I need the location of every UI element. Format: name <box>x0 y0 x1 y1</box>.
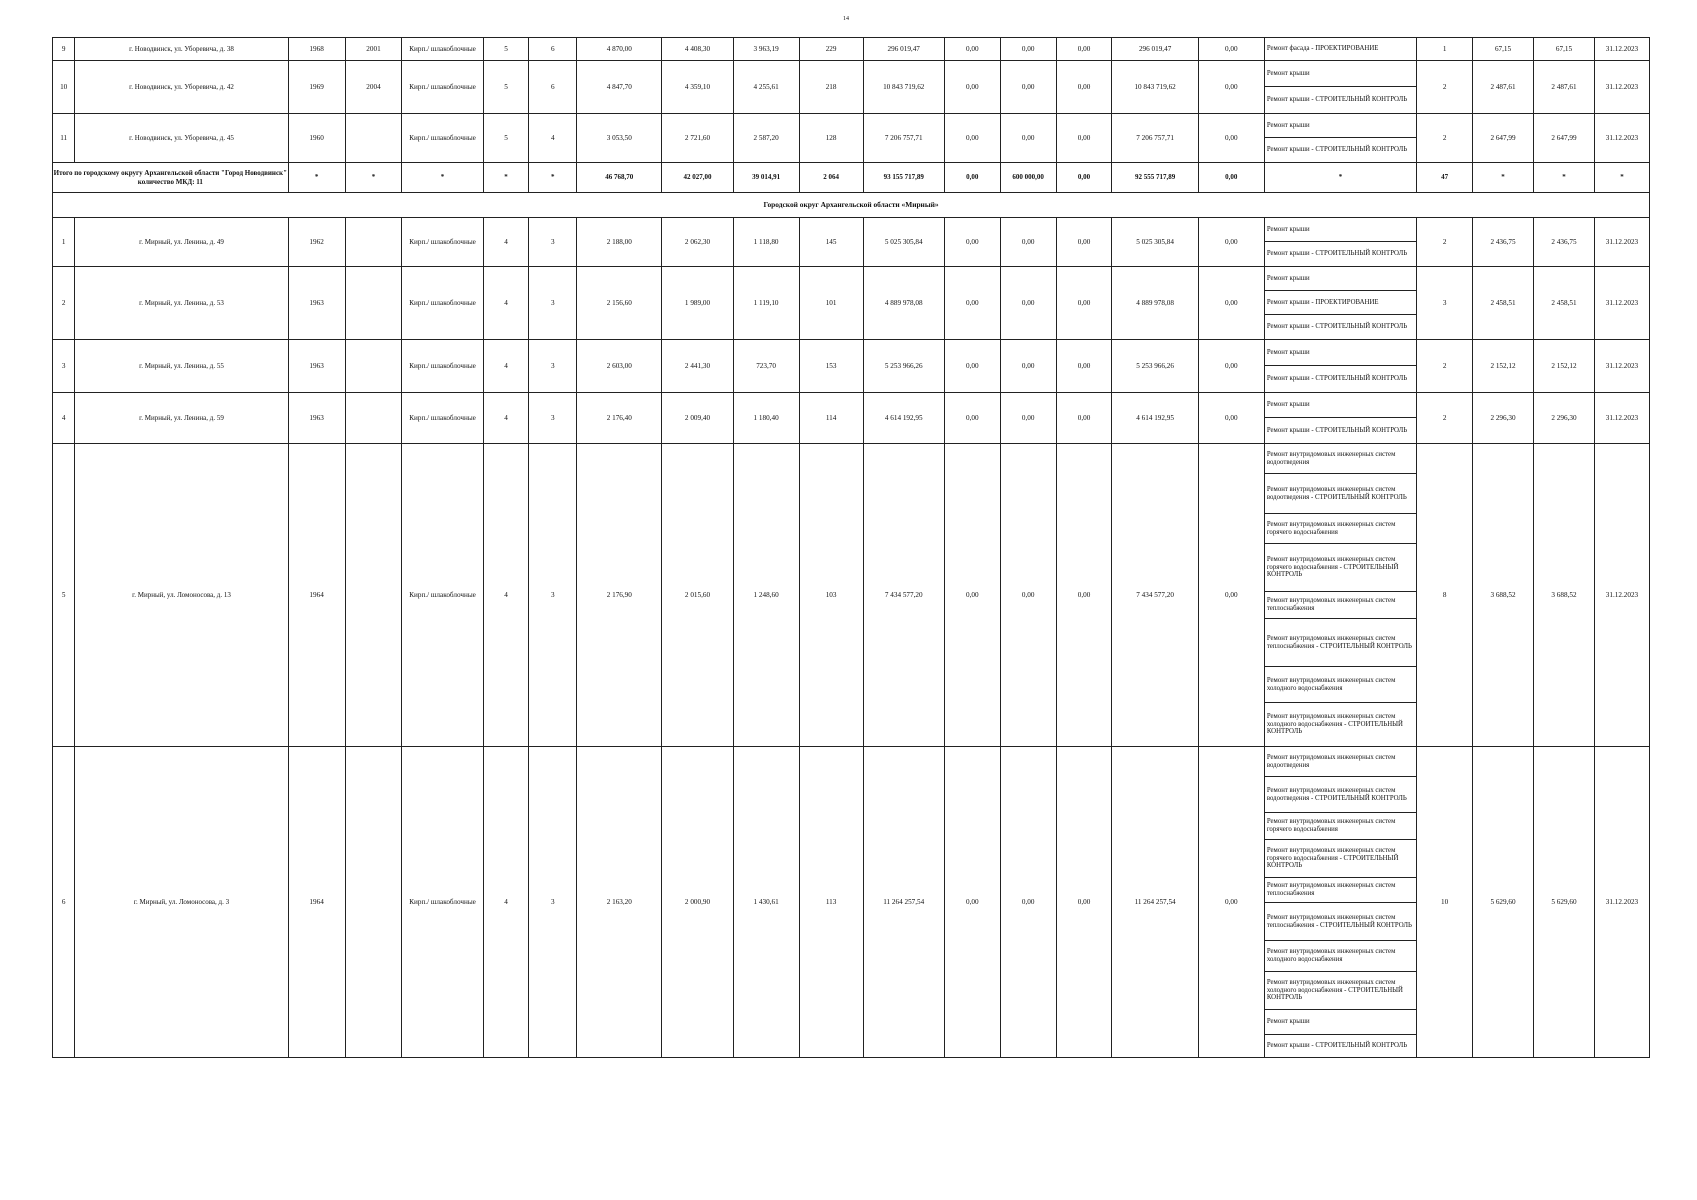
work-item: Ремонт крыши <box>1265 218 1416 242</box>
completion-date: 31.12.2023 <box>1594 747 1649 1058</box>
area-premises: 2 721,60 <box>662 114 733 163</box>
fund-federal: 0,00 <box>944 267 1000 340</box>
wall-material: Кирп./ шлакоблочные <box>402 61 483 114</box>
work-item: Ремонт крыши - СТРОИТЕЛЬНЫЙ КОНТРОЛЬ <box>1266 146 1408 154</box>
section-title: Городской округ Архангельской области «Мирный» <box>53 193 1650 218</box>
wall-material: Кирп./ шлакоблочные <box>402 267 483 340</box>
area-total: 2 163,20 <box>577 747 662 1058</box>
unit-cost-limit: 2 647,99 <box>1534 114 1595 163</box>
fund-other: 0,00 <box>1198 393 1264 444</box>
work-item: Ремонт крыши - ПРОЕКТИРОВАНИЕ <box>1265 291 1416 315</box>
fund-owners: 7 434 577,20 <box>1112 444 1198 747</box>
works-list <box>1264 267 1416 340</box>
total-cost: 4 614 192,95 <box>863 393 944 444</box>
total-cost: 5 025 305,84 <box>863 218 944 267</box>
residents: 153 <box>799 340 863 393</box>
floors: 4 <box>483 218 529 267</box>
area-total: 4 847,70 <box>577 61 662 114</box>
fund-owners: 296 019,47 <box>1112 38 1198 61</box>
work-item: Ремонт крыши - СТРОИТЕЛЬНЫЙ КОНТРОЛЬ <box>1266 323 1408 331</box>
fund-local: 0,00 <box>1056 38 1112 61</box>
novodvinsk-rows <box>53 38 1650 163</box>
unit-cost: 2 647,99 <box>1473 114 1534 163</box>
fund-regional: 0,00 <box>1000 114 1056 163</box>
area-total: 2 176,90 <box>577 444 662 747</box>
fund-regional: 0,00 <box>1000 218 1056 267</box>
year-reconstructed <box>345 444 402 747</box>
works-count: 3 <box>1417 267 1473 340</box>
total-fund4: 92 555 717,89 <box>1112 163 1198 193</box>
work-item: Ремонт крыши - СТРОИТЕЛЬНЫЙ КОНТРОЛЬ <box>1266 375 1408 383</box>
fund-owners: 4 889 978,08 <box>1112 267 1198 340</box>
address: г. Мирный, ул. Ломоносова, д. 3 <box>75 747 288 1058</box>
entrances: 3 <box>529 393 577 444</box>
fund-other: 0,00 <box>1198 340 1264 393</box>
work-item: Ремонт внутридомовых инженерных систем горячего водоснабжения <box>1265 813 1416 840</box>
row-number: 3 <box>53 340 75 393</box>
fund-other: 0,00 <box>1198 38 1264 61</box>
unit-cost: 67,15 <box>1473 38 1534 61</box>
total-count: 47 <box>1417 163 1473 193</box>
area-total: 4 870,00 <box>577 38 662 61</box>
fund-other: 0,00 <box>1198 444 1264 747</box>
total-residents: 2 064 <box>799 163 863 193</box>
floors: 4 <box>483 747 529 1058</box>
address: г. Мирный, ул. Ленина, д. 59 <box>75 393 288 444</box>
works-count: 2 <box>1417 340 1473 393</box>
total-floors: * <box>483 163 529 193</box>
residents: 128 <box>799 114 863 163</box>
residents: 103 <box>799 444 863 747</box>
area-premises: 2 009,40 <box>662 393 733 444</box>
fund-local: 0,00 <box>1056 267 1112 340</box>
total-cost: 4 889 978,08 <box>863 267 944 340</box>
total-cost: 10 843 719,62 <box>863 61 944 114</box>
residents: 114 <box>799 393 863 444</box>
fund-local: 0,00 <box>1056 747 1112 1058</box>
fund-federal: 0,00 <box>944 747 1000 1058</box>
unit-cost-limit: 2 487,61 <box>1534 61 1595 114</box>
fund-owners: 5 025 305,84 <box>1112 218 1198 267</box>
work-item: Ремонт крыши <box>1265 267 1416 291</box>
table-row <box>53 747 1650 1058</box>
total-unit2: * <box>1534 163 1595 193</box>
wall-material: Кирп./ шлакоблочные <box>402 444 483 747</box>
fund-local: 0,00 <box>1056 393 1112 444</box>
total-fund5: 0,00 <box>1198 163 1264 193</box>
year-built: 1969 <box>288 61 345 114</box>
wall-material: Кирп./ шлакоблочные <box>402 747 483 1058</box>
area-residential: 723,70 <box>733 340 799 393</box>
fund-federal: 0,00 <box>944 340 1000 393</box>
row-number: 6 <box>53 747 75 1058</box>
residents: 218 <box>799 61 863 114</box>
completion-date: 31.12.2023 <box>1594 340 1649 393</box>
fund-local: 0,00 <box>1056 114 1112 163</box>
total-fund1: 0,00 <box>944 163 1000 193</box>
area-premises: 2 062,30 <box>662 218 733 267</box>
fund-owners: 10 843 719,62 <box>1112 61 1198 114</box>
unit-cost: 2 296,30 <box>1473 393 1534 444</box>
total-label: Итого по городскому округу Архангельской области "Город Новодвинск" количество МКД: 11 <box>53 163 289 193</box>
residents: 113 <box>799 747 863 1058</box>
unit-cost: 5 629,60 <box>1473 747 1534 1058</box>
total-fund2: 600 000,00 <box>1000 163 1056 193</box>
entrances: 3 <box>529 444 577 747</box>
total-area-total: 46 768,70 <box>577 163 662 193</box>
unit-cost: 2 487,61 <box>1473 61 1534 114</box>
work-item: Ремонт крыши <box>1265 114 1416 138</box>
year-built: 1964 <box>288 444 345 747</box>
year-built: 1960 <box>288 114 345 163</box>
fund-regional: 0,00 <box>1000 38 1056 61</box>
total-area-residential: 39 014,91 <box>733 163 799 193</box>
total-year2: * <box>345 163 402 193</box>
row-number: 1 <box>53 218 75 267</box>
floors: 5 <box>483 38 529 61</box>
fund-owners: 5 253 966,26 <box>1112 340 1198 393</box>
area-residential: 2 587,20 <box>733 114 799 163</box>
wall-material: Кирп./ шлакоблочные <box>402 114 483 163</box>
section-row <box>53 193 1650 218</box>
unit-cost-limit: 5 629,60 <box>1534 747 1595 1058</box>
total-cost: 296 019,47 <box>863 38 944 61</box>
floors: 4 <box>483 267 529 340</box>
work-item: Ремонт внутридомовых инженерных систем водоотведения - СТРОИТЕЛЬНЫЙ КОНТРОЛЬ <box>1265 777 1416 813</box>
table-row <box>53 218 1650 267</box>
unit-cost: 2 458,51 <box>1473 267 1534 340</box>
wall-material: Кирп./ шлакоблочные <box>402 393 483 444</box>
fund-federal: 0,00 <box>944 61 1000 114</box>
entrances: 3 <box>529 340 577 393</box>
entrances: 3 <box>529 747 577 1058</box>
work-item: Ремонт внутридомовых инженерных систем холодного водоснабжения <box>1265 667 1416 703</box>
page-number: 14 <box>843 16 849 22</box>
floors: 5 <box>483 114 529 163</box>
year-reconstructed: 2004 <box>345 61 402 114</box>
residents: 229 <box>799 38 863 61</box>
fund-local: 0,00 <box>1056 61 1112 114</box>
total-wall: * <box>402 163 483 193</box>
work-item: Ремонт внутридомовых инженерных систем горячего водоснабжения - СТРОИТЕЛЬНЫЙ КОНТРОЛЬ <box>1265 840 1416 878</box>
entrances: 4 <box>529 114 577 163</box>
area-residential: 1 119,10 <box>733 267 799 340</box>
table-row <box>53 114 1650 163</box>
work-item: Ремонт внутридомовых инженерных систем водоотведения <box>1265 747 1416 777</box>
floors: 4 <box>483 393 529 444</box>
row-number: 2 <box>53 267 75 340</box>
works-count: 8 <box>1417 444 1473 747</box>
work-item: Ремонт фасада - ПРОЕКТИРОВАНИЕ <box>1266 45 1379 53</box>
year-built: 1963 <box>288 267 345 340</box>
area-total: 2 176,40 <box>577 393 662 444</box>
address: г. Новодвинск, ул. Уборевича, д. 45 <box>75 114 288 163</box>
year-built: 1963 <box>288 393 345 444</box>
total-cost: 93 155 717,89 <box>863 163 944 193</box>
table-row <box>53 38 1650 61</box>
work-item: Ремонт крыши - СТРОИТЕЛЬНЫЙ КОНТРОЛЬ <box>1266 250 1408 258</box>
area-residential: 1 180,40 <box>733 393 799 444</box>
unit-cost-limit: 2 436,75 <box>1534 218 1595 267</box>
unit-cost-limit: 67,15 <box>1534 38 1595 61</box>
area-total: 2 603,00 <box>577 340 662 393</box>
entrances: 6 <box>529 61 577 114</box>
area-residential: 1 430,61 <box>733 747 799 1058</box>
area-premises: 2 441,30 <box>662 340 733 393</box>
work-item: Ремонт крыши - СТРОИТЕЛЬНЫЙ КОНТРОЛЬ <box>1266 1042 1408 1050</box>
year-reconstructed: 2001 <box>345 38 402 61</box>
work-item: Ремонт крыши <box>1265 393 1416 418</box>
works-list <box>1264 38 1416 61</box>
unit-cost: 3 688,52 <box>1473 444 1534 747</box>
fund-local: 0,00 <box>1056 218 1112 267</box>
fund-federal: 0,00 <box>944 114 1000 163</box>
table-row <box>53 444 1650 747</box>
work-item: Ремонт внутридомовых инженерных систем водоотведения <box>1265 444 1416 474</box>
total-date: * <box>1594 163 1649 193</box>
row-number: 4 <box>53 393 75 444</box>
total-works: * <box>1264 163 1416 193</box>
total-cost: 11 264 257,54 <box>863 747 944 1058</box>
total-year: * <box>288 163 345 193</box>
table-row <box>53 61 1650 114</box>
area-premises: 4 408,30 <box>662 38 733 61</box>
works-list <box>1264 444 1416 747</box>
fund-other: 0,00 <box>1198 61 1264 114</box>
completion-date: 31.12.2023 <box>1594 218 1649 267</box>
fund-regional: 0,00 <box>1000 444 1056 747</box>
total-row <box>53 163 1650 193</box>
year-reconstructed <box>345 114 402 163</box>
year-reconstructed <box>345 218 402 267</box>
fund-other: 0,00 <box>1198 218 1264 267</box>
completion-date: 31.12.2023 <box>1594 267 1649 340</box>
total-area-premises: 42 027,00 <box>662 163 733 193</box>
fund-regional: 0,00 <box>1000 340 1056 393</box>
works-list <box>1264 340 1416 393</box>
fund-other: 0,00 <box>1198 114 1264 163</box>
unit-cost: 2 436,75 <box>1473 218 1534 267</box>
fund-other: 0,00 <box>1198 267 1264 340</box>
entrances: 3 <box>529 267 577 340</box>
year-reconstructed <box>345 267 402 340</box>
work-item: Ремонт внутридомовых инженерных систем водоотведения - СТРОИТЕЛЬНЫЙ КОНТРОЛЬ <box>1265 474 1416 514</box>
area-premises: 2 015,60 <box>662 444 733 747</box>
fund-regional: 0,00 <box>1000 393 1056 444</box>
total-cost: 7 434 577,20 <box>863 444 944 747</box>
area-residential: 1 118,80 <box>733 218 799 267</box>
total-entrances: * <box>529 163 577 193</box>
floors: 4 <box>483 444 529 747</box>
year-reconstructed <box>345 747 402 1058</box>
table-row <box>53 340 1650 393</box>
floors: 5 <box>483 61 529 114</box>
address: г. Новодвинск, ул. Уборевича, д. 42 <box>75 61 288 114</box>
fund-federal: 0,00 <box>944 38 1000 61</box>
unit-cost-limit: 3 688,52 <box>1534 444 1595 747</box>
works-list <box>1264 218 1416 267</box>
area-residential: 4 255,61 <box>733 61 799 114</box>
row-number: 11 <box>53 114 75 163</box>
works-count: 2 <box>1417 61 1473 114</box>
wall-material: Кирп./ шлакоблочные <box>402 218 483 267</box>
fund-federal: 0,00 <box>944 444 1000 747</box>
fund-other: 0,00 <box>1198 747 1264 1058</box>
residents: 101 <box>799 267 863 340</box>
floors: 4 <box>483 340 529 393</box>
mirny-rows <box>53 218 1650 1058</box>
capital-repair-table <box>52 37 1650 1058</box>
work-item: Ремонт внутридомовых инженерных систем горячего водоснабжения - СТРОИТЕЛЬНЫЙ КОНТРОЛЬ <box>1265 544 1416 592</box>
fund-local: 0,00 <box>1056 340 1112 393</box>
area-residential: 3 963,19 <box>733 38 799 61</box>
area-total: 2 188,00 <box>577 218 662 267</box>
area-premises: 4 359,10 <box>662 61 733 114</box>
area-premises: 2 000,90 <box>662 747 733 1058</box>
fund-owners: 4 614 192,95 <box>1112 393 1198 444</box>
area-residential: 1 248,60 <box>733 444 799 747</box>
address: г. Мирный, ул. Ленина, д. 55 <box>75 340 288 393</box>
unit-cost-limit: 2 152,12 <box>1534 340 1595 393</box>
address: г. Мирный, ул. Ленина, д. 53 <box>75 267 288 340</box>
fund-federal: 0,00 <box>944 218 1000 267</box>
year-built: 1968 <box>288 38 345 61</box>
total-cost: 7 206 757,71 <box>863 114 944 163</box>
work-item: Ремонт крыши - СТРОИТЕЛЬНЫЙ КОНТРОЛЬ <box>1266 426 1408 434</box>
table-row <box>53 267 1650 340</box>
year-built: 1964 <box>288 747 345 1058</box>
work-item: Ремонт крыши - СТРОИТЕЛЬНЫЙ КОНТРОЛЬ <box>1266 96 1408 104</box>
fund-owners: 11 264 257,54 <box>1112 747 1198 1058</box>
row-number: 5 <box>53 444 75 747</box>
total-unit1: * <box>1473 163 1534 193</box>
works-count: 2 <box>1417 114 1473 163</box>
area-premises: 1 989,00 <box>662 267 733 340</box>
fund-regional: 0,00 <box>1000 267 1056 340</box>
work-item: Ремонт внутридомовых инженерных систем теплоснабжения <box>1265 592 1416 619</box>
wall-material: Кирп./ шлакоблочные <box>402 340 483 393</box>
works-list <box>1264 393 1416 444</box>
completion-date: 31.12.2023 <box>1594 61 1649 114</box>
works-count: 2 <box>1417 393 1473 444</box>
works-count: 2 <box>1417 218 1473 267</box>
work-item: Ремонт внутридомовых инженерных систем теплоснабжения <box>1265 878 1416 903</box>
fund-local: 0,00 <box>1056 444 1112 747</box>
address: г. Мирный, ул. Ленина, д. 49 <box>75 218 288 267</box>
total-fund3: 0,00 <box>1056 163 1112 193</box>
completion-date: 31.12.2023 <box>1594 393 1649 444</box>
work-item: Ремонт крыши <box>1265 61 1416 87</box>
entrances: 6 <box>529 38 577 61</box>
work-item: Ремонт внутридомовых инженерных систем горячего водоснабжения <box>1265 514 1416 544</box>
year-reconstructed <box>345 393 402 444</box>
year-built: 1962 <box>288 218 345 267</box>
fund-regional: 0,00 <box>1000 747 1056 1058</box>
works-count: 1 <box>1417 38 1473 61</box>
work-item: Ремонт внутридомовых инженерных систем холодного водоснабжения - СТРОИТЕЛЬНЫЙ КОНТРОЛЬ <box>1265 972 1416 1010</box>
work-item: Ремонт внутридомовых инженерных систем теплоснабжения - СТРОИТЕЛЬНЫЙ КОНТРОЛЬ <box>1265 903 1416 941</box>
works-count: 10 <box>1417 747 1473 1058</box>
work-item: Ремонт внутридомовых инженерных систем холодного водоснабжения <box>1265 941 1416 972</box>
works-list <box>1264 61 1416 114</box>
address: г. Новодвинск, ул. Уборевича, д. 38 <box>75 38 288 61</box>
work-item: Ремонт внутридомовых инженерных систем теплоснабжения - СТРОИТЕЛЬНЫЙ КОНТРОЛЬ <box>1265 619 1416 667</box>
total-section <box>53 163 1650 218</box>
wall-material: Кирп./ шлакоблочные <box>402 38 483 61</box>
work-item: Ремонт крыши <box>1265 340 1416 366</box>
works-list <box>1264 747 1416 1058</box>
area-total: 2 156,60 <box>577 267 662 340</box>
address: г. Мирный, ул. Ломоносова, д. 13 <box>75 444 288 747</box>
unit-cost-limit: 2 458,51 <box>1534 267 1595 340</box>
entrances: 3 <box>529 218 577 267</box>
work-item: Ремонт внутридомовых инженерных систем холодного водоснабжения - СТРОИТЕЛЬНЫЙ КОНТРОЛЬ <box>1266 713 1403 736</box>
work-item: Ремонт крыши <box>1265 1010 1416 1035</box>
unit-cost: 2 152,12 <box>1473 340 1534 393</box>
row-number: 10 <box>53 61 75 114</box>
completion-date: 31.12.2023 <box>1594 444 1649 747</box>
works-list <box>1264 114 1416 163</box>
fund-owners: 7 206 757,71 <box>1112 114 1198 163</box>
table-row <box>53 393 1650 444</box>
residents: 145 <box>799 218 863 267</box>
completion-date: 31.12.2023 <box>1594 114 1649 163</box>
unit-cost-limit: 2 296,30 <box>1534 393 1595 444</box>
year-reconstructed <box>345 340 402 393</box>
fund-federal: 0,00 <box>944 393 1000 444</box>
row-number: 9 <box>53 38 75 61</box>
fund-regional: 0,00 <box>1000 61 1056 114</box>
total-cost: 5 253 966,26 <box>863 340 944 393</box>
completion-date: 31.12.2023 <box>1594 38 1649 61</box>
area-total: 3 053,50 <box>577 114 662 163</box>
year-built: 1963 <box>288 340 345 393</box>
